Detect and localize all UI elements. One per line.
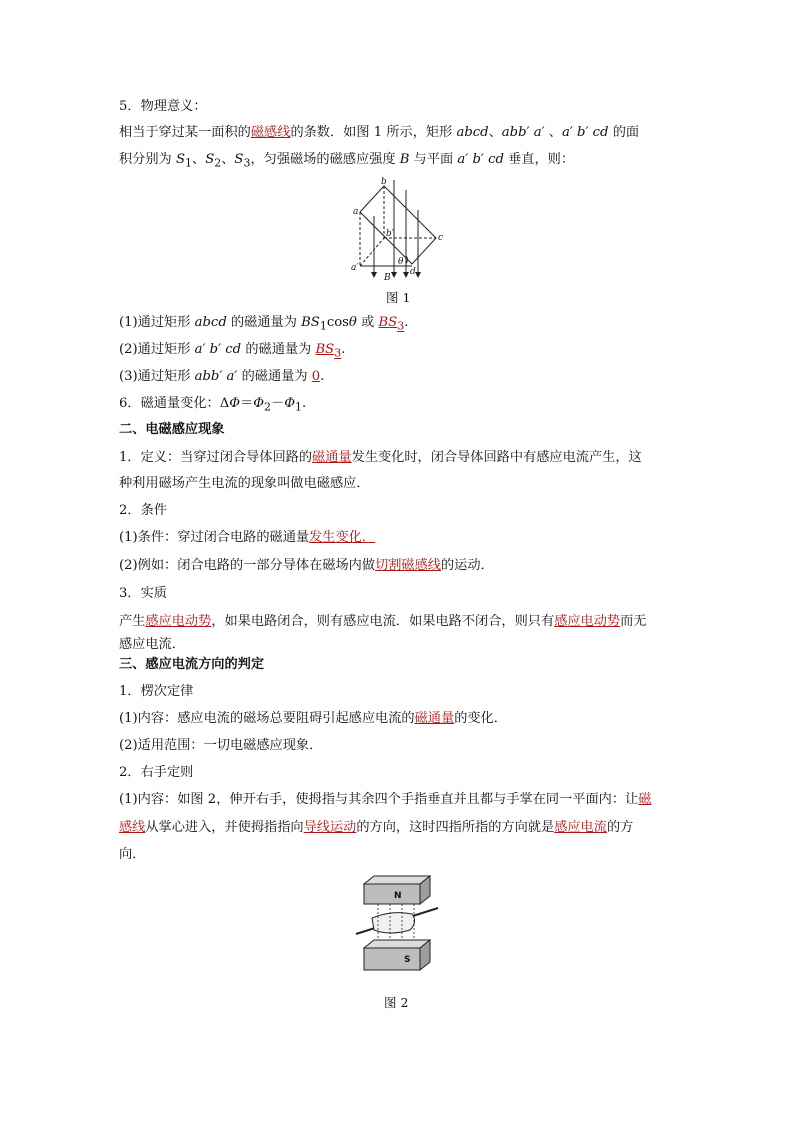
fig1-label-c: c xyxy=(438,233,444,243)
section-5-heading: 5．物理意义： xyxy=(119,99,207,114)
lenz-heading: 1．楞次定律 xyxy=(119,684,194,699)
figure-2-caption: 图 2 xyxy=(384,995,409,1010)
essence-heading: 3．实质 xyxy=(119,586,167,601)
definition-line-2: 种利用磁场产生电流的现象叫做电磁感应． xyxy=(119,476,370,491)
condition-1: (1)条件：穿过闭合电路的磁通量发生变化． xyxy=(119,530,376,545)
section-6-line: 6．磁通量变化：$\Delta\Phi=\Phi_2-\Phi_1$. xyxy=(119,396,307,414)
lenz-scope: (2)适用范围：一切电磁感应现象． xyxy=(119,738,323,753)
fig1-label-B: B xyxy=(384,273,391,283)
fig1-label-theta: θ xyxy=(398,257,404,267)
right-hand-heading: 2．右手定则 xyxy=(119,765,194,780)
condition-heading: 2．条件 xyxy=(119,503,167,518)
right-hand-line-3: 向． xyxy=(119,847,146,862)
fig2-pole-S: S xyxy=(404,955,411,965)
section-2-title: 二、电磁感应现象 xyxy=(119,422,225,437)
item-1: (1)通过矩形 abcd 的磁通量为 $BS_1\cos\theta$ 或 $BS_3$. xyxy=(119,315,409,333)
section-3-title: 三、感应电流方向的判定 xyxy=(119,657,265,672)
fig1-label-a: a xyxy=(353,207,359,217)
right-hand-line-1: (1)内容：如图 2，伸开右手，使拇指与其余四个手指垂直并且都与手掌在同一平面内：让磁 xyxy=(119,792,652,807)
paragraph-line: 积分别为 $S_1$、$S_2$、$S_3$，匀强磁场的磁感应强度 B 与平面 a′ b′ cd 垂直，则： xyxy=(119,152,575,170)
essence-line-2: 感应电流． xyxy=(119,637,185,652)
right-hand-line-2: 感线从掌心进入，并使拇指指向导线运动的方向，这时四指所指的方向就是感应电流的方 xyxy=(119,820,634,835)
essence-line-1: 产生感应电动势，如果电路闭合，则有感应电流．如果电路不闭合，则只有感应电动势而无 xyxy=(119,614,647,629)
keyword-magnetic-lines: 磁感线 xyxy=(250,125,291,140)
condition-2: (2)例如：闭合电路的一部分导体在磁场内做切割磁感线的运动． xyxy=(119,558,494,573)
fig1-label-b: b xyxy=(381,177,387,187)
fig1-label-d: d xyxy=(410,267,416,277)
figure-1-caption: 图 1 xyxy=(386,290,411,305)
item-2: (2)通过矩形 a′ b′ cd 的磁通量为 $BS_3$. xyxy=(119,342,346,360)
fig1-label-ap: a′ xyxy=(351,263,359,273)
definition-line-1: 1．定义：当穿过闭合导体回路的磁通量发生变化时，闭合导体回路中有感应电流产生，这 xyxy=(119,450,642,465)
figure-2-diagram xyxy=(352,874,442,986)
paragraph-line: 相当于穿过某一面积的磁感线的条数．如图 1 所示，矩形 abcd、abb′ a′ 、a′ b′ cd 的面 xyxy=(119,125,640,140)
item-3: (3)通过矩形 abb′ a′ 的磁通量为 0. xyxy=(119,369,325,384)
fig2-pole-N: N xyxy=(394,891,402,901)
fig1-label-bp: b′ xyxy=(386,229,394,239)
figure-1-diagram xyxy=(346,176,456,284)
lenz-content: (1)内容：感应电流的磁场总要阻碍引起感应电流的磁通量的变化． xyxy=(119,711,507,726)
